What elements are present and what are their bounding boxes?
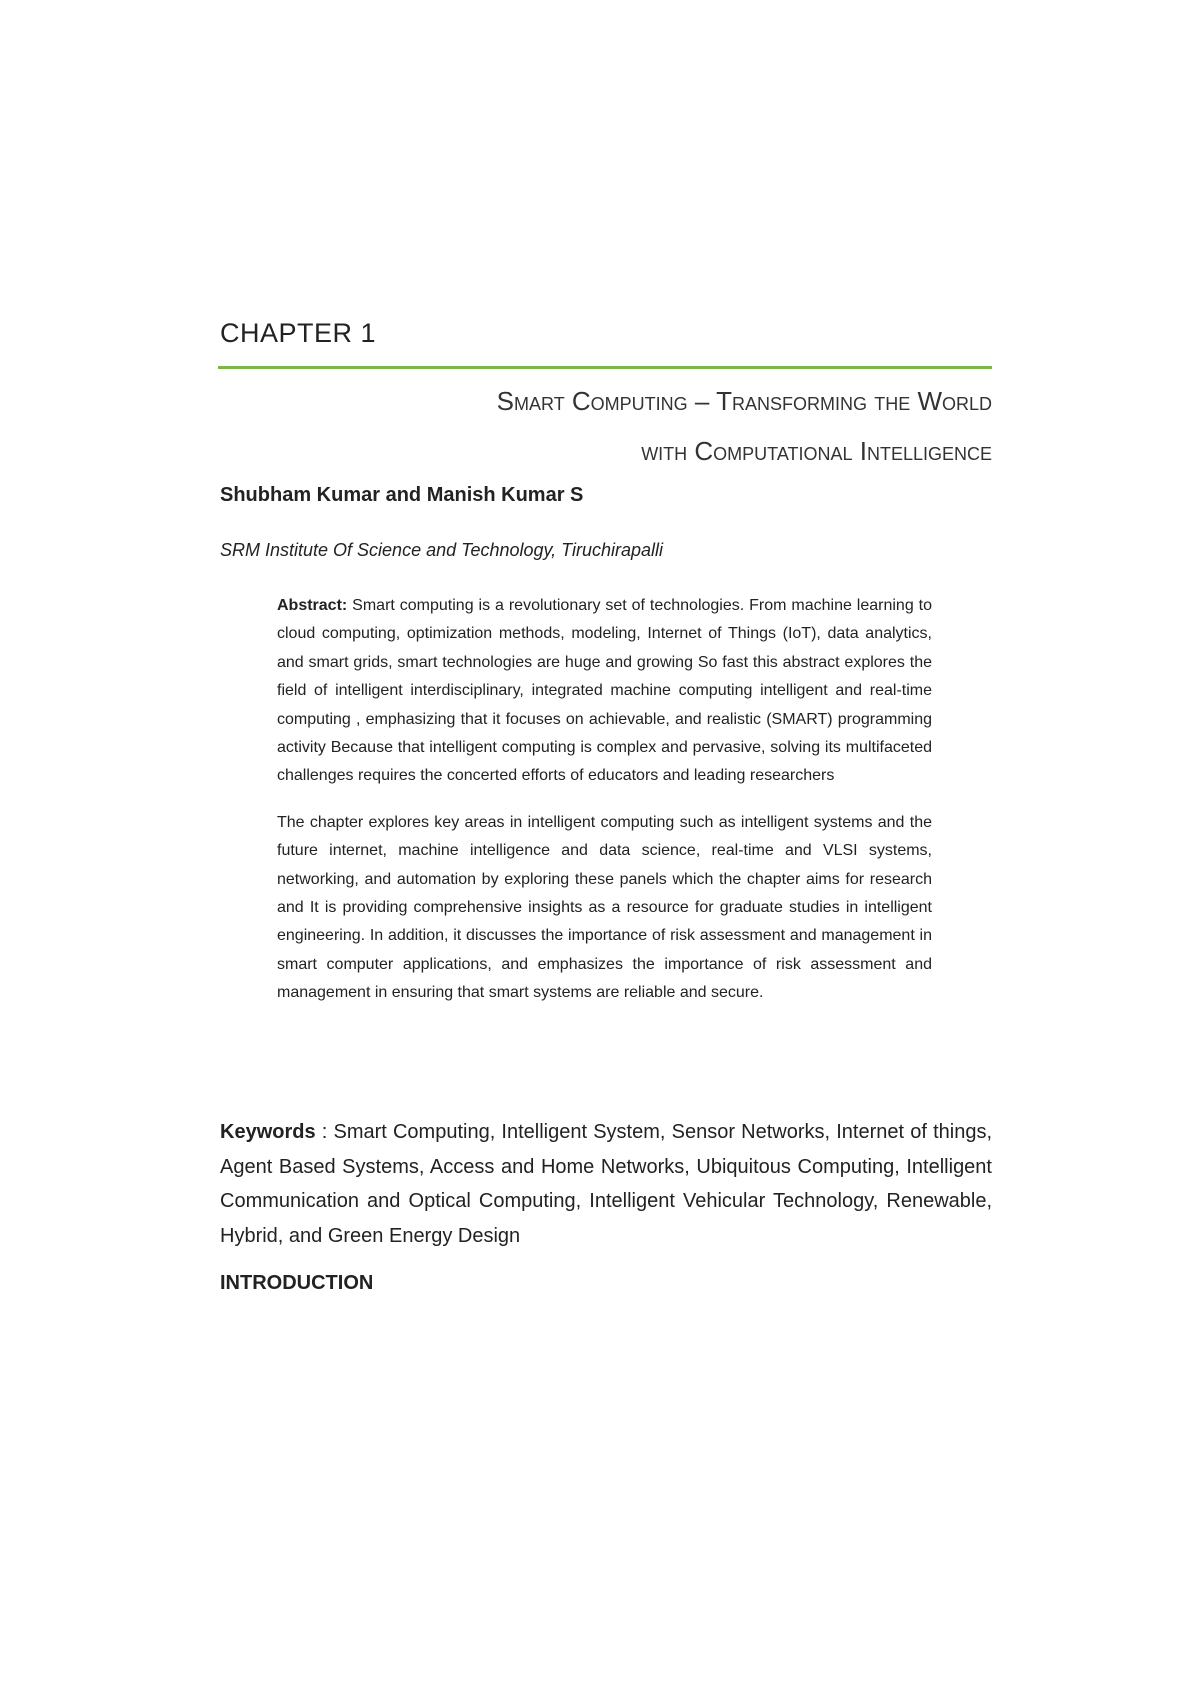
author-affiliation: SRM Institute Of Science and Technology, Tiruchirapalli [220, 540, 664, 560]
keywords-label: Keywords [220, 1121, 316, 1143]
chapter-divider-rule [218, 366, 992, 369]
keywords-section [220, 1115, 992, 1253]
chapter-label: CHAPTER 1 [220, 318, 377, 348]
section-heading-introduction: INTRODUCTION [220, 1272, 374, 1294]
author-names: Shubham Kumar and Manish Kumar S [220, 484, 584, 506]
chapter-title [218, 376, 992, 476]
keywords-text: : Smart Computing, Intelligent System, Sensor Networks, Internet of things, Agent Based Systems, Access and Home Networks, Ubiquitous Computing, Intelligent Communication and Optical Computing, Intelligent Vehicular Technology, Renewable, Hybrid, and Green Energy Design [220, 1121, 992, 1247]
chapter-title-line-2: with Computational Intelligence [641, 436, 992, 466]
abstract-text-1: Smart computing is a revolutionary set of technologies. From machine learning to cloud computing, optimization methods, modeling, Internet of Things (IoT), data analytics, and smart grids, smart technologies are huge and growing So fast this abstract explores the field of intelligent interdisciplinary, integrated machine computing intelligent and real-time computing , emphasizing that it focuses on achievable, and realistic (SMART) programming activity Because that intelligent computing is complex and pervasive, solving its multifaceted challenges requires the concerted efforts of educators and leading researchers [277, 597, 932, 785]
chapter-title-line-1: Smart Computing – Transforming the World [496, 386, 992, 416]
abstract-section [277, 592, 932, 1026]
abstract-label: Abstract: [277, 597, 348, 614]
abstract-paragraph-1 [277, 592, 932, 791]
abstract-paragraph-2: The chapter explores key areas in intelligent computing such as intelligent systems and the future internet, machine intelligence and data science, real-time and VLSI systems, networking, and automation by exploring these panels which the chapter aims for research and It is providing comprehensive insights as a resource for graduate studies in intelligent engineering. In addition, it discusses the importance of risk assessment and management in smart computer applications, and emphasizes the importance of risk assessment and management in ensuring that smart systems are reliable and secure. [277, 813, 932, 1002]
